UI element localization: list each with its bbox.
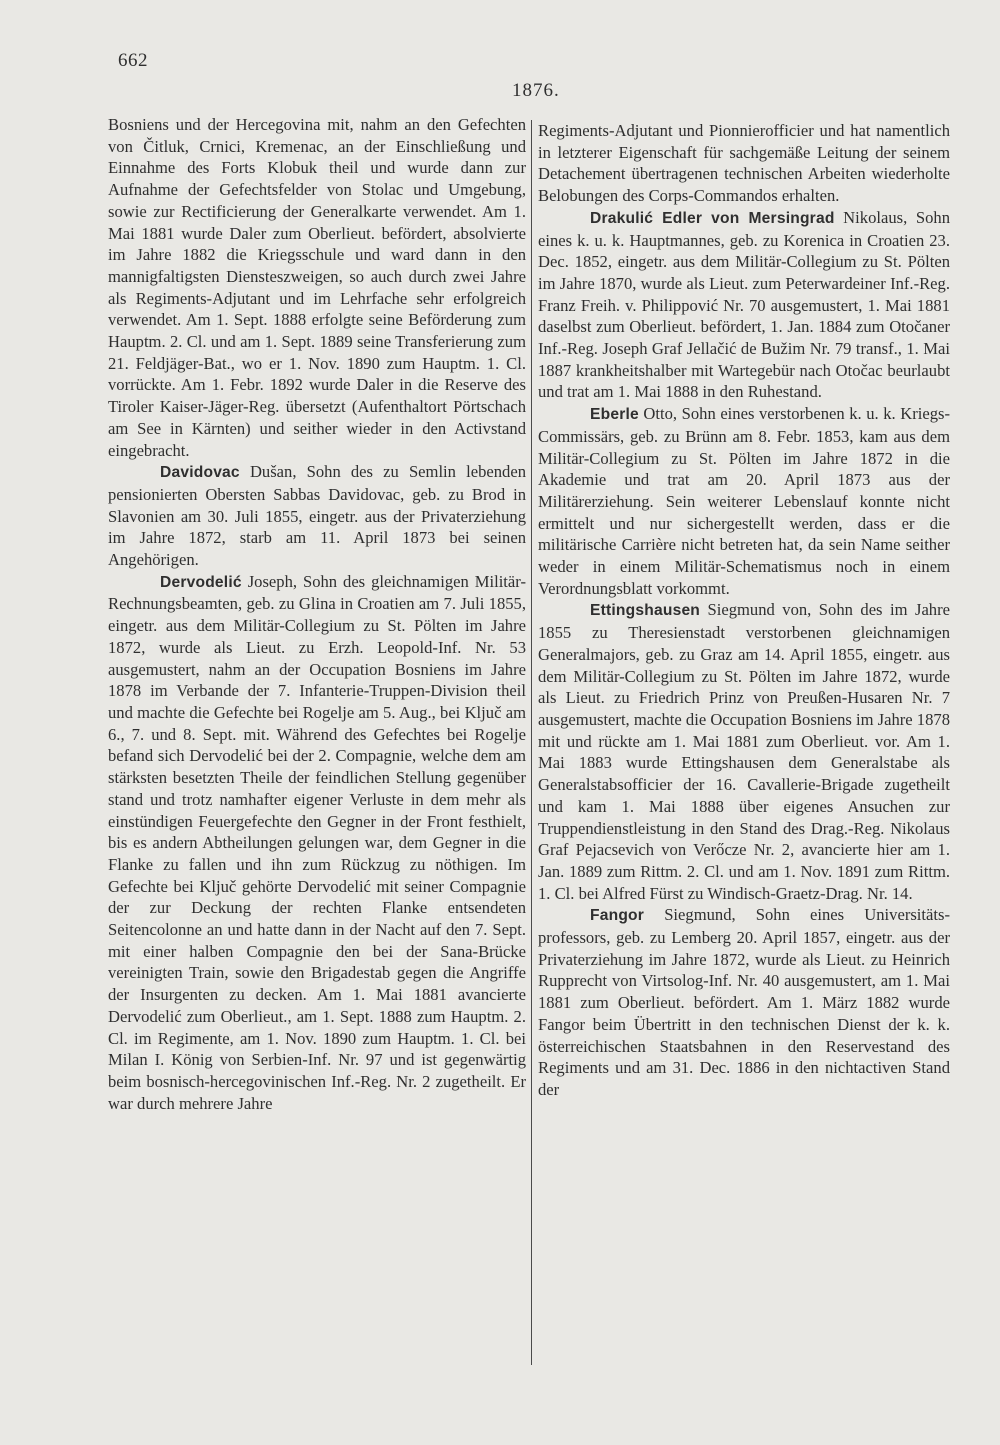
entry-drakulic [538,207,950,403]
right-column [538,120,950,1101]
paragraph-continuation [108,114,526,461]
entry-text: Siegmund von, Sohn des im Jahre 1855 zu Theresienstadt verstorbenen gleichnamigen Generalmajors, geb. zu Graz am 14. April 1855, eingetr. aus dem Militär-Collegium zu St. Pölten im Jahre 1872, wurde als Lieut. zu Friedrich Prinz von Preußen-Husaren Nr. 7 ausgemustert, machte die Occupation Bosniens im Jahre 1878 mit und rückte am 1. Mai 1881 zum Oberlieut. vor. Am 1. Mai 1883 wurde Ettingshausen dem Generalstabe als Generalstabsofficier der 16. Cavallerie-Brigade zugetheilt und kam 1. Mai 1888 über eigenes Ansuchen zur Truppendienstleistung in den Stand des Drag.-Reg. Nikolaus Graf Pejacsevich von Verőcze Nr. 2, avancierte hier am 1. Jan. 1889 zum Rittm. 2. Cl. und am 1. Nov. 1891 zum Rittm. 1. Cl. bei Alfred Fürst zu Windisch-Graetz-Drag. Nr. 14. [538,600,950,903]
page-number: 662 [118,50,148,71]
paragraph-text: Bosniens und der Hercegovina mit, nahm an den Gefechten von Čitluk, Crnici, Kremenac, an der Einschließung und Einnahme des Forts Klobuk theil und wurde dann zur Aufnahme der Gefechtsfelder von Stolac und Umgebung, sowie zur Rectificierung der Generalkarte verwendet. Am 1. Mai 1881 wurde Daler zum Oberlieut. befördert, absolvierte im Jahre 1882 die Kriegsschule und ward dann in den mannigfaltigsten Diensteszweigen, so auch durch zwei Jahre als Regiments-Adjutant und im Lehrfache sehr erfolgreich verwendet. Am 1. Sept. 1888 erfolgte seine Beförderung zum Hauptm. 2. Cl. und am 1. Sept. 1889 seine Transferierung zum 21. Feldjäger-Bat., wo er 1. Nov. 1890 zum Hauptm. 1. Cl. vorrückte. Am 1. Febr. 1892 wurde Daler in die Reserve des Tiroler Kaiser-Jäger-Reg. übersetzt (Aufenthaltort Pörtschach am See in Kärnten) und seither wieder in den Activstand eingebracht. [108,115,526,460]
left-column [108,114,526,1114]
entry-text: Nikolaus, Sohn eines k. u. k. Hauptmannes, geb. zu Korenica in Croatien 23. Dec. 1852, eingetr. aus dem Militär-Collegium zu St. Pölten im Jahre 1870, wurde als Lieut. zum Peterwardeiner Inf.-Reg. Franz Freih. v. Philippović Nr. 70 ausgemustert, 1. Mai 1881 daselbst zum Oberlieut. befördert, 1. Jan. 1884 zum Otočaner Inf.-Reg. Joseph Graf Jellačić de Bužim Nr. 79 transf., 1. Mai 1887 krankheitshalber mit Wartegebür nach Otočac beurlaubt und trat am 1. Mai 1888 in den Ruhestand. [538,207,950,402]
entry-text: Siegmund, Sohn eines Universitätsprofessors, geb. zu Lemberg 20. April 1857, eingetr. aus der Privaterziehung im Jahre 1872, wurde als Lieut. zu Heinrich Rupprecht von Virtsolog-Inf. Nr. 40 ausgemustert, am 1. Mai 1881 zum Oberlieut. befördert. Am 1. März 1882 wurde Fangor beim Übertritt in den technischen Dienst der k. k. österreichischen Staatsbahnen in den Reservestand des Regiments und am 31. Dec. 1886 in den nichtactiven Stand der [538,905,950,1099]
paragraph-continuation [538,120,950,207]
entry-name: Dervodelić [160,573,242,591]
entry-text: Joseph, Sohn des gleichnamigen Militär-Rechnungsbeamten, geb. zu Glina in Croatien am 7. Juli 1855, eingetr. aus dem Militär-Collegium zu St. Pölten im Jahre 1872, wurde als Lieut. zu Erzh. Leopold-Inf. Nr. 53 ausgemustert, nahm an der Occupation Bosniens im Jahre 1878 im Verbande der 7. Infanterie-Truppen-Division theil und machte die Gefechte bei Rogelje am 5. Aug., bei Ključ am 6., 7. und 8. Sept. mit. Während des Gefechtes bei Rogelje befand sich Dervodelić bei der 2. Compagnie, welche dem am stärksten besetzten Theile der feindlichen Stellung gegenüber stand und trotz namhafter eigener Verluste in dem mehr als einstündigen Feuergefechte den Gegner in der Front festhielt, bis es andern Abtheilungen gelungen war, dem Gegner in die Flanke zu fallen und ihn zum Rückzug zu nöthigen. Im Gefechte bei Ključ gehörte Dervodelić mit seiner Compagnie der zur Deckung der rechten Flanke entsendeten Seitencolonne an und hatte dann in der Nacht auf den 7. Sept. mit einer halben Compagnie den bei der Sana-Brücke vereinigten Train, sowie den Brigadestab gegen die Angriffe der Insurgenten zu decken. Am 1. Mai 1881 avancierte Dervodelić zum Oberlieut., am 1. Sept. 1888 zum Hauptm. 2. Cl. im Regimente, am 1. Nov. 1890 zum Hauptm. 1. Cl. bei Milan I. König von Serbien-Inf. Nr. 97 und ist gegenwärtig beim bosnisch-hercegovinischen Inf.-Reg. Nr. 2 zugetheilt. Er war durch mehrere Jahre [108,571,526,1113]
entry-ettingshausen [538,599,950,904]
column-divider [531,120,532,1365]
entry-text: Otto, Sohn eines verstorbenen k. u. k. Kriegs-Commissärs, geb. zu Brünn am 8. Febr. 1853, kam aus dem Militär-Collegium zu St. Pölten im Jahre 1872 in die Akademie und trat am 20. April 1873 aus der Militärerziehung. Sein weiterer Lebenslauf konnte nicht ermittelt und nur sichergestellt werden, dass er die militärische Carrière nicht betreten hat, da sein Name seither weder in einem Militär-Schematismus noch in einem Verordnungsblatt vorkommt. [538,404,950,598]
running-header-year: 1876. [512,80,560,101]
entry-eberle [538,403,950,599]
entry-fangor [538,904,950,1100]
entry-dervodelic [108,571,526,1115]
entry-davidovac [108,461,526,571]
entry-text: Dušan, Sohn des zu Semlin lebenden pensionierten Obersten Sabbas Davidovac, geb. zu Brod in Slavonien am 30. Juli 1855, eingetr. aus der Privaterziehung im Jahre 1872, starb am 11. April 1873 bei seinen Angehörigen. [108,462,526,570]
entry-name: Eberle [590,406,639,424]
paragraph-text: Regiments-Adjutant und Pionnierofficier und hat namentlich in letzterer Eigenschaft für sachgemäße Leitung der seinem Detachement übertragenen technischen Arbeiten wiederholte Belobungen des Corps-Commandos erhalten. [538,121,950,206]
entry-name: Davidovac [160,464,240,482]
entry-name: Ettingshausen [590,602,701,620]
entry-name: Fangor [590,907,645,925]
entry-name: Drakulić Edler von Mersingrad [590,209,835,227]
